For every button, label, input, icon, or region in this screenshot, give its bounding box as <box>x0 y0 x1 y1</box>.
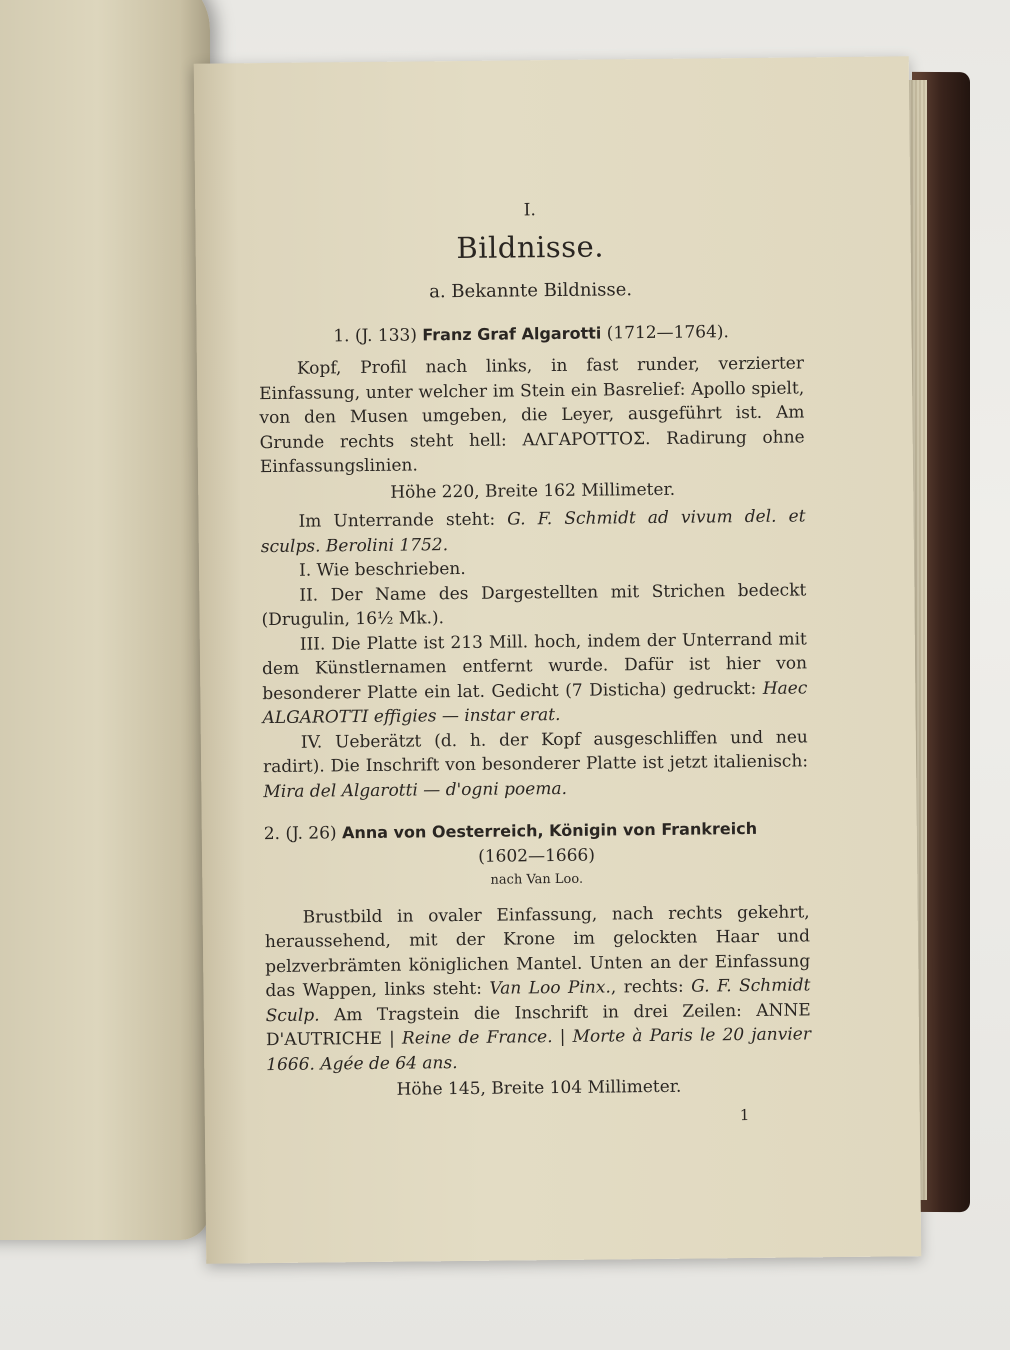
entry-1-inscription <box>260 504 805 559</box>
entry-1-description: Kopf, Profil nach links, in fast runder, verzierter Einfassung, unter welcher im Stein ein Basrelief: Apollo spielt, von den Musen umgeben, die Leyer, ausgeführt ist. Am Grunde rechts steht hell: ΑΛΓΑΡΟΤΤΟΣ. Radirung ohne Einfassungslinien. <box>259 353 805 478</box>
entry-1-state-2: II. Der Name des Dargestellten mit Strichen bedeckt (Drugulin, 16½ Mk.). <box>261 579 807 631</box>
entry-1-inscription-intro: Im Unterrande steht: <box>298 509 496 532</box>
entry-1-state-4 <box>263 725 809 804</box>
entry-1-number: 1. (J. 133) <box>333 324 418 346</box>
entry-1-state-4-italic: Mira del Algarotti — d'ogni poema. <box>263 778 568 802</box>
entry-2-desc-a: Brustbild in ovaler Einfassung, nach rechts gekehrt, heraussehend, mit der Krone im gelockten Haar und pelzverbrämten königlichen Mantel. Unten an der Einfassung das Wappen, links steht: <box>264 901 811 1002</box>
entry-1-state-1: I. Wie beschrieben. <box>298 558 466 581</box>
entry-2-desc-b: , rechts: <box>610 976 684 998</box>
entry-2-desc-c: Am Tragstein die Inschrift in drei Zeilen: ANNE D'AUTRICHE | <box>265 999 811 1051</box>
entry-1-state-4-text: IV. Ueberätzt (d. h. der Kopf ausgeschliffen und neu radirt). Die Inschrift von besonderer Platte ist jetzt italienisch: <box>263 726 809 778</box>
entry-2-number: 2. (J. 26) <box>263 823 337 845</box>
section-number: I. <box>523 200 536 221</box>
page-text <box>257 195 811 1107</box>
entry-2-dates: (1602—1666) <box>478 845 596 867</box>
entry-1-name: Franz Graf Algarotti <box>422 323 602 344</box>
entry-2-measurement: Höhe 145, Breite 104 Millimeter. <box>396 1076 682 1100</box>
entry-1-heading <box>258 319 803 349</box>
entry-2 <box>264 816 812 1103</box>
entry-2-desc-italic-1: Van Loo Pinx. <box>489 977 611 999</box>
entry-2-description <box>265 900 812 1077</box>
page-number: 1 <box>739 1106 750 1125</box>
entry-1-state-3 <box>262 627 808 731</box>
section-title: Bildnisse. <box>456 228 605 265</box>
entry-2-after: nach Van Loo. <box>490 871 584 888</box>
entry-2-desc-italic-3: Reine de France. | Morte à Paris le 20 janvier 1666. Agée de 64 ans. <box>266 1024 812 1075</box>
book-page <box>194 56 922 1263</box>
entry-1-state-3-text: III. Die Platte ist 213 Mill. hoch, indem der Unterrand mit dem Künstlernamen entfernt wurde. Dafür ist hier von besonderer Platte ein lat. Gedicht (7 Disticha) gedruckt: <box>261 628 808 704</box>
left-page <box>0 0 210 1240</box>
entry-2-desc-italic-2: G. F. Schmidt Sculp. <box>265 975 811 1026</box>
subsection-title: a. Bekannte Bildnisse. <box>429 279 633 303</box>
entry-1-measurement: Höhe 220, Breite 162 Millimeter. <box>390 479 676 503</box>
entry-1-inscription-text: G. F. Schmidt ad vivum del. et sculps. Berolini 1752. <box>260 506 806 557</box>
entry-1-dates: (1712—1764). <box>606 321 730 343</box>
entry-2-name: Anna von Oesterreich, Königin von Frankreich <box>341 818 758 843</box>
entry-1-state-3-italic: Haec ALGAROTTI effigies — instar erat. <box>262 677 808 729</box>
